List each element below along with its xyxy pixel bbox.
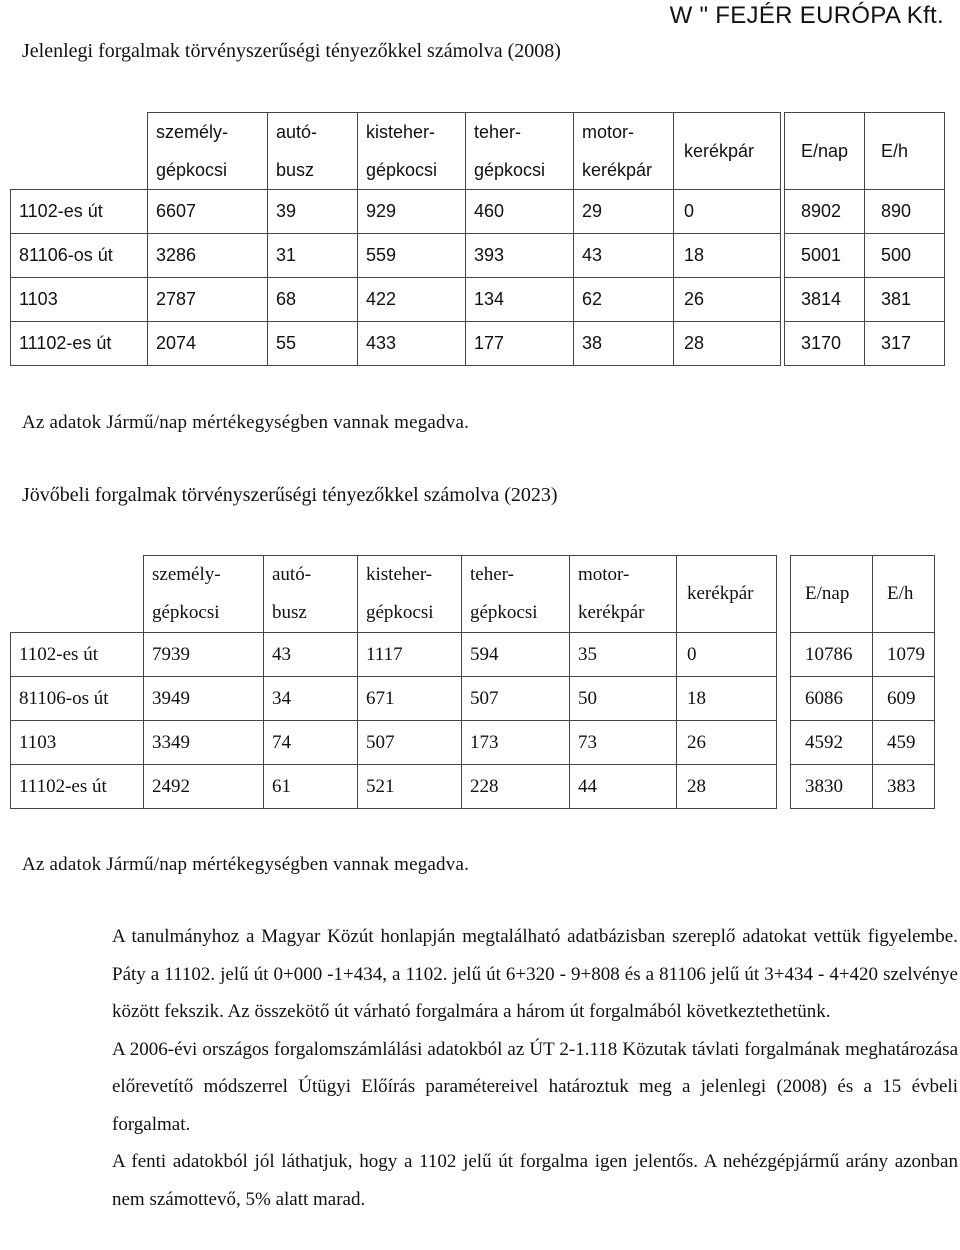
cell: 4592: [791, 721, 873, 765]
cell: 43: [574, 234, 674, 278]
cell: 3286: [148, 234, 268, 278]
cell: 6607: [148, 190, 268, 234]
col-header: motor- kerékpár: [570, 556, 677, 633]
cell: 35: [570, 633, 677, 677]
cell: 3814: [785, 278, 865, 322]
cell: 1079: [873, 633, 935, 677]
cell: 594: [462, 633, 570, 677]
section-title-current: Jelenlegi forgalmak törvényszerűségi tényezőkkel számolva (2008): [22, 40, 561, 62]
table-row: [11, 278, 945, 322]
cell: 31: [268, 234, 358, 278]
col-header: E/h: [865, 113, 945, 190]
cell: 74: [264, 721, 358, 765]
header-row: [11, 556, 935, 633]
road-name: 1102-es út: [11, 633, 144, 677]
cell: 507: [358, 721, 462, 765]
col-header: kisteher- gépkocsi: [358, 113, 466, 190]
cell: 38: [574, 322, 674, 366]
road-name: 81106-os út: [11, 234, 148, 278]
cell: 2787: [148, 278, 268, 322]
cell: 890: [865, 190, 945, 234]
col-header: személy- gépkocsi: [144, 556, 264, 633]
road-name: 1103: [11, 721, 144, 765]
road-name: 1103: [11, 278, 148, 322]
cell: 43: [264, 633, 358, 677]
cell: 50: [570, 677, 677, 721]
cell: 173: [462, 721, 570, 765]
cell: 609: [873, 677, 935, 721]
cell: 7939: [144, 633, 264, 677]
cell: 177: [466, 322, 574, 366]
cell: 34: [264, 677, 358, 721]
cell: 68: [268, 278, 358, 322]
unit-note-future: Az adatok Jármű/nap mértékegységben vannak megadva.: [22, 854, 470, 875]
col-gap: [777, 677, 791, 721]
cell: 507: [462, 677, 570, 721]
col-header: motor- kerékpár: [574, 113, 674, 190]
cell: 44: [570, 765, 677, 809]
cell: 393: [466, 234, 574, 278]
cell: 383: [873, 765, 935, 809]
table-row: [11, 190, 945, 234]
col-header: teher- gépkocsi: [462, 556, 570, 633]
table-row: [11, 765, 935, 809]
cell: 61: [264, 765, 358, 809]
col-gap: [777, 721, 791, 765]
header-row: [11, 113, 945, 190]
cell: 29: [574, 190, 674, 234]
header-corner: [11, 113, 148, 190]
cell: 3349: [144, 721, 264, 765]
road-name: 11102-es út: [11, 765, 144, 809]
table-row: [11, 322, 945, 366]
cell: 39: [268, 190, 358, 234]
table-row: [11, 721, 935, 765]
cell: 671: [358, 677, 462, 721]
cell: 559: [358, 234, 466, 278]
col-header: kerékpár: [674, 113, 781, 190]
paragraph: A fenti adatokból jól láthatjuk, hogy a 1102 jelű út forgalma igen jelentős. A nehézgépjármű arány azonban nem számottevő, 5% alatt marad.: [112, 1151, 958, 1210]
traffic-table-current: [10, 112, 945, 366]
cell: 8902: [785, 190, 865, 234]
col-gap: [777, 765, 791, 809]
cell: 422: [358, 278, 466, 322]
cell: 3830: [791, 765, 873, 809]
cell: 134: [466, 278, 574, 322]
cell: 521: [358, 765, 462, 809]
cell: 5001: [785, 234, 865, 278]
cell: 500: [865, 234, 945, 278]
col-header: kisteher- gépkocsi: [358, 556, 462, 633]
col-header: E/nap: [791, 556, 873, 633]
col-header: autó- busz: [268, 113, 358, 190]
cell: 18: [674, 234, 781, 278]
cell: 460: [466, 190, 574, 234]
col-header: teher- gépkocsi: [466, 113, 574, 190]
cell: 28: [674, 322, 781, 366]
cell: 317: [865, 322, 945, 366]
col-gap: [777, 556, 791, 633]
cell: 433: [358, 322, 466, 366]
traffic-table-future: [10, 555, 935, 809]
paragraph: A 2006-évi országos forgalomszámlálási adatokból az ÚT 2-1.118 Közutak távlati forgalmának meghatározása előrevetítő módszerrel Útügyi Előírás paramétereivel határoztuk meg a jelenlegi (2008) és a 15 évbeli forgalmat.: [112, 1038, 958, 1135]
cell: 28: [677, 765, 777, 809]
cell: 6086: [791, 677, 873, 721]
paragraph: A tanulmányhoz a Magyar Közút honlapján megtalálható adatbázisban szereplő adatokat vettük figyelembe. Páty a 11102. jelű út 0+000 -1+434, a 1102. jelű út 6+320 - 9+808 és a 81106 jelű út 3+434 - 4+420 szelvénye között fekszik. Az összekötő út várható forgalmára a három út forgalmából következtethetünk.: [112, 926, 958, 1022]
col-header: E/h: [873, 556, 935, 633]
cell: 381: [865, 278, 945, 322]
cell: 10786: [791, 633, 873, 677]
col-header: kerékpár: [677, 556, 777, 633]
road-name: 1102-es út: [11, 190, 148, 234]
cell: 26: [674, 278, 781, 322]
cell: 0: [677, 633, 777, 677]
company-name: W " FEJÉR EURÓPA Kft.: [669, 2, 944, 29]
cell: 18: [677, 677, 777, 721]
header-corner: [11, 556, 144, 633]
cell: 55: [268, 322, 358, 366]
table-row: [11, 677, 935, 721]
body-text: [112, 918, 958, 1218]
unit-note-current: Az adatok Jármű/nap mértékegységben vannak megadva.: [22, 412, 470, 433]
cell: 26: [677, 721, 777, 765]
cell: 929: [358, 190, 466, 234]
cell: 3949: [144, 677, 264, 721]
col-header: autó- busz: [264, 556, 358, 633]
col-gap: [777, 633, 791, 677]
cell: 2074: [148, 322, 268, 366]
table-row: [11, 633, 935, 677]
cell: 3170: [785, 322, 865, 366]
cell: 459: [873, 721, 935, 765]
col-header: személy- gépkocsi: [148, 113, 268, 190]
road-name: 81106-os út: [11, 677, 144, 721]
cell: 0: [674, 190, 781, 234]
cell: 1117: [358, 633, 462, 677]
cell: 62: [574, 278, 674, 322]
table-row: [11, 234, 945, 278]
section-title-future: Jövőbeli forgalmak törvényszerűségi tényezőkkel számolva (2023): [22, 484, 558, 506]
col-header: E/nap: [785, 113, 865, 190]
cell: 73: [570, 721, 677, 765]
cell: 228: [462, 765, 570, 809]
road-name: 11102-es út: [11, 322, 148, 366]
cell: 2492: [144, 765, 264, 809]
